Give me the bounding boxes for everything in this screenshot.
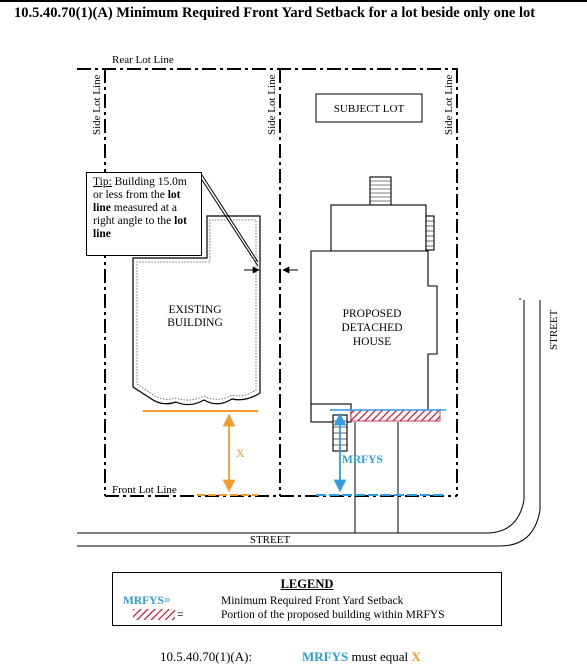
tip-bold-2: lot line bbox=[93, 215, 187, 240]
hatched-portion bbox=[351, 410, 440, 421]
rear-lot-line-label: Rear Lot Line bbox=[112, 54, 174, 66]
legend-mrfys-key: MRFYS= bbox=[123, 595, 171, 607]
tip-box bbox=[86, 172, 202, 256]
legend-hatch-description: Portion of the proposed building within MRFYS bbox=[221, 609, 445, 621]
legend-mrfys-description: Minimum Required Front Yard Setback bbox=[221, 595, 404, 607]
street-label-right: STREET bbox=[548, 309, 560, 350]
subject-lot-label: SUBJECT LOT bbox=[333, 103, 405, 115]
x-dimension-label: X bbox=[236, 446, 245, 460]
tip-bold-1: lot line bbox=[93, 189, 181, 214]
legend bbox=[112, 572, 502, 626]
legend-title: LEGEND bbox=[280, 577, 334, 591]
legend-hatch-key: = bbox=[177, 609, 184, 621]
existing-building-label-2: BUILDING bbox=[167, 317, 223, 329]
side-lot-line-right-label: Side Lot Line bbox=[443, 74, 455, 135]
footer-equation bbox=[302, 649, 421, 665]
front-lot-line-label: Front Lot Line bbox=[112, 484, 177, 496]
footer-reference: 10.5.40.70(1)(A): bbox=[160, 649, 253, 664]
page-title: 10.5.40.70(1)(A) Minimum Required Front Yard Setback for a lot beside only one lot bbox=[14, 5, 536, 21]
mrfys-dimension-label: MRFYS bbox=[342, 454, 383, 466]
footer-mrfys: MRFYS bbox=[302, 649, 349, 664]
proposed-house-label-2: DETACHED bbox=[341, 322, 403, 334]
side-lot-line-left-label: Side Lot Line bbox=[91, 74, 103, 135]
proposed-house-label-3: HOUSE bbox=[352, 336, 392, 348]
proposed-house-label-1: PROPOSED bbox=[342, 308, 402, 320]
tip-text-1: Building 15.0m or less from the bbox=[93, 176, 187, 201]
footer-x: X bbox=[411, 649, 421, 664]
legend-hatch-swatch bbox=[133, 609, 175, 620]
street-label-bottom: STREET bbox=[249, 534, 291, 546]
side-lot-line-middle-label: Side Lot Line bbox=[266, 74, 278, 135]
existing-building-label-1: EXISTING bbox=[168, 304, 222, 316]
tip-text-2: measured at a right angle to the bbox=[93, 202, 177, 227]
footer-text: must equal bbox=[348, 649, 412, 664]
tip-heading: Tip: bbox=[93, 176, 112, 188]
